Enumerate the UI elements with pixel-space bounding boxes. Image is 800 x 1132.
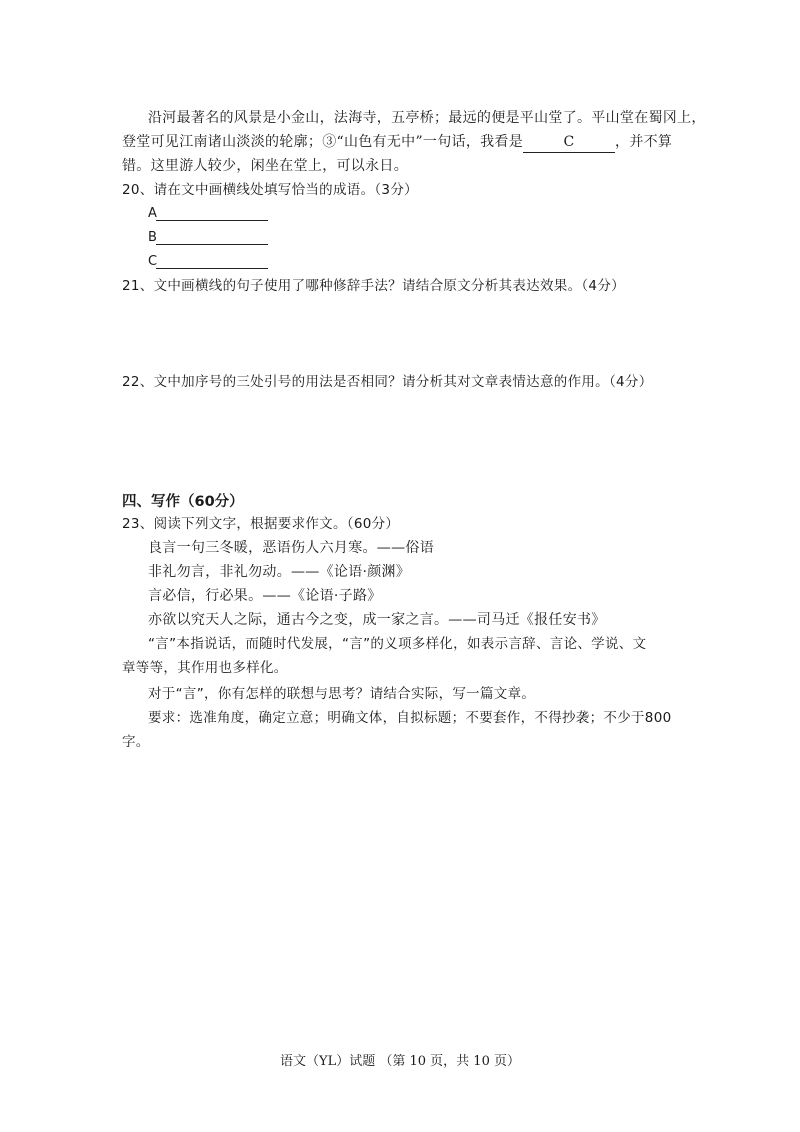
essay-prompt: 对于“言”，你有怎样的联想与思考？请结合实际，写一篇文章。 (148, 686, 536, 702)
quote-4: 亦欲以究天人之际，通古今之变，成一家之言。——司马迁《报任安书》 (148, 612, 606, 628)
passage-line-3: 错。这里游人较少，闲坐在堂上，可以永日。 (122, 158, 408, 174)
answer-blank-b[interactable] (148, 228, 157, 248)
answer-line-b (156, 244, 268, 245)
quote-3: 言必信，行必果。——《论语·子路》 (148, 588, 382, 604)
quote-1: 良言一句三冬暖，恶语伤人六月寒。——俗语 (148, 540, 434, 556)
question-22-prompt: 22、文中加序号的三处引号的用法是否相同？请分析其对文章表情达意的作用。（4分） (122, 374, 653, 390)
question-20-prompt: 20、请在文中画横线处填写恰当的成语。（3分） (122, 182, 418, 198)
material-paragraph-line-1: “言”本指说话，而随时代发展，“言”的义项多样化，如表示言辞、言论、学说、文 (148, 636, 647, 652)
essay-requirements-line-2: 字。 (122, 734, 150, 750)
question-23-prompt: 23、阅读下列文字，根据要求作文。（60分） (122, 516, 400, 532)
essay-requirements-line-1: 要求：选准角度，确定立意；明确文体，自拟标题；不要套作，不得抄袭；不少于800 (148, 710, 672, 726)
passage-line-2-text: 登堂可见江南诸山淡淡的轮廓；③“山色有无中”一句话，我看是 (122, 134, 524, 150)
passage-line-2 (122, 132, 672, 153)
passage-line-1: 沿河最著名的风景是小金山，法海寺，五亭桥；最远的便是平山堂了。平山堂在蜀冈上， (148, 110, 706, 126)
page-footer: 语文（YL）试题 （第 10 页，共 10 页） (280, 1054, 520, 1069)
answer-line-c (156, 268, 268, 269)
question-21-prompt: 21、文中画横线的句子使用了哪种修辞手法？请结合原文分析其表达效果。（4分） (122, 278, 625, 294)
blank-c: C (523, 132, 615, 153)
answer-line-a (156, 220, 268, 221)
passage-line-2-tail: ，并不算 (615, 134, 673, 150)
answer-label-a: A (148, 206, 157, 221)
answer-blank-c[interactable] (148, 252, 157, 272)
answer-blank-a[interactable] (148, 204, 157, 224)
answer-label-c: C (148, 254, 158, 269)
material-paragraph-line-2: 章等等，其作用也多样化。 (122, 660, 288, 676)
quote-2: 非礼勿言，非礼勿动。——《论语·颜渊》 (148, 564, 411, 580)
answer-label-b: B (148, 230, 157, 245)
section-4-title: 四、写作（60分） (122, 494, 244, 510)
